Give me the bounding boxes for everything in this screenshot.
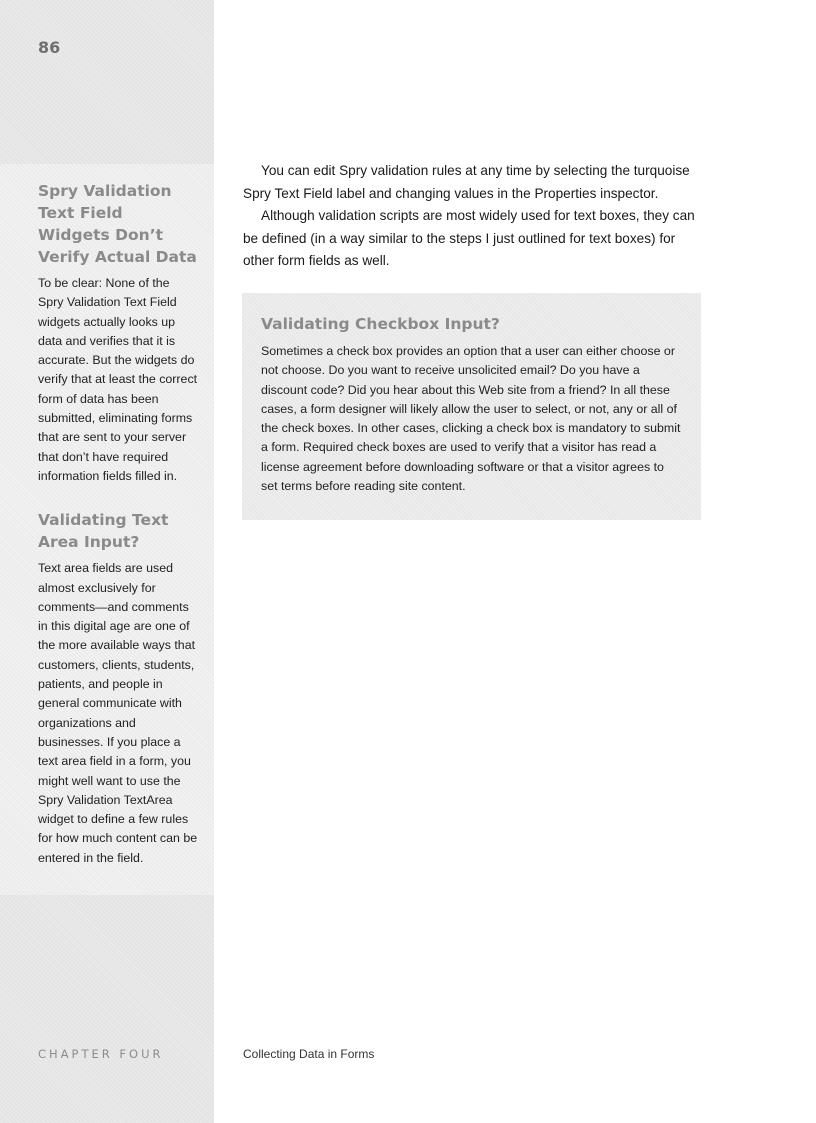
callout-text: Sometimes a check box provides an option that a user can either choose or not choose. Do you want to receive unsolicited email? Do you have a discount code? Did you hear about this Web site from a friend? In all these cases, a form designer will likely allow the user to select, or not, any or all of the check boxes. In other cases, clicking a check box is mandatory to submit a form. Required check boxes are used to verify that a visitor has read a license agreement before downloading software or that a visitor agrees to set terms before reading site content.	[261, 344, 681, 494]
chapter-label: CHAPTER FOUR	[38, 1047, 164, 1061]
sidebar-notes	[38, 180, 198, 891]
sidebar-heading-spry-validation: Spry Validation Text Field Widgets Don’t Verify Actual Data	[38, 182, 197, 266]
body-paragraph: You can edit Spry validation rules at any time by selecting the turquoise Spry Text Field label and changing values in the Properties inspector.	[243, 163, 690, 201]
main-body	[243, 160, 704, 273]
sidebar-heading-text-area: Validating Text Area Input?	[38, 511, 169, 552]
running-footer-title: Collecting Data in Forms	[243, 1047, 375, 1061]
sidebar-text-text-area: Text area fields are used almost exclusively for comments—and comments in this digital age are one of the more available ways that customers, clients, students, patients, and people in general communicate with organizations and businesses. If you place a text area field in a form, you might well want to use the Spry Validation TextArea widget to define a few rules for how much content can be entered in the field.	[38, 561, 198, 865]
callout-box	[242, 293, 701, 520]
sidebar-text-spry-validation: To be clear: None of the Spry Validation Text Field widgets actually looks up data and verifies that it is accurate. But the widgets do verify that at least the correct form of data has been submitted, eliminating forms that are sent to your server that don’t have required information fields filled in.	[38, 276, 198, 483]
page-number: 86	[38, 38, 61, 57]
body-paragraph: Although validation scripts are most widely used for text boxes, they can be defined (in a way similar to the steps I just outlined for text boxes) for other form fields as well.	[243, 208, 695, 268]
callout-heading: Validating Checkbox Input?	[261, 315, 500, 333]
